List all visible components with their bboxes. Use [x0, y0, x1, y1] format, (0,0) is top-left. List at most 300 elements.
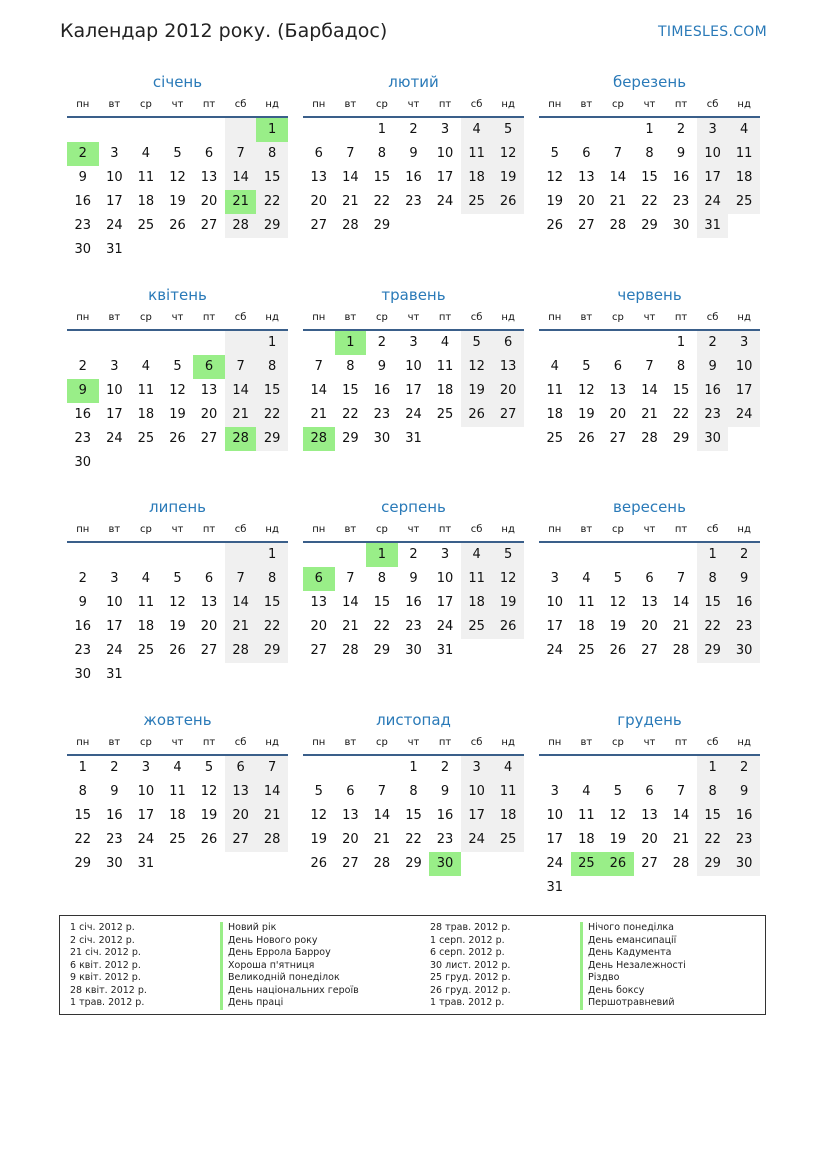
day-cell: 5	[492, 118, 524, 142]
legend-date: 6 квіт. 2012 р.	[70, 959, 141, 971]
day-cell: 6	[645, 571, 654, 586]
day-cell: 10	[436, 146, 454, 161]
day-cell: 9	[440, 783, 450, 799]
day-cell: 23	[436, 831, 454, 847]
day-cell: 9	[78, 170, 87, 185]
legend-holiday-name: Новий рік	[220, 922, 359, 935]
weekday-label: нд	[265, 99, 279, 110]
empty-cell	[335, 756, 367, 780]
day-cell: 13	[310, 170, 328, 185]
day-cell: 14	[373, 807, 391, 823]
day-cell: 16	[728, 804, 760, 828]
day-cell: 10	[728, 355, 760, 379]
day-cell: 11	[169, 783, 186, 799]
weekday-label: вт	[580, 524, 593, 535]
day-cell: 16	[728, 591, 760, 615]
legend-date: 6 серп. 2012 р.	[430, 947, 505, 958]
day-cell: 19	[609, 831, 627, 847]
day-cell: 28	[672, 643, 690, 658]
day-cell: 31	[137, 855, 155, 871]
day-cell: 20	[641, 619, 658, 634]
day-cell: 9	[110, 783, 119, 799]
legend-holiday-name: Великодній понеділок	[220, 972, 359, 985]
day-cell: 25	[436, 406, 454, 422]
weekday-header	[67, 517, 288, 543]
weekday-label: пт	[202, 99, 216, 110]
day-cell: 6	[645, 783, 654, 799]
day-cell: 27	[200, 430, 218, 446]
day-cell: 30	[672, 218, 690, 233]
day-cell: 17	[106, 194, 123, 209]
day-cell: 15	[373, 595, 391, 610]
legend-names-left	[220, 922, 359, 1010]
day-cell: 29	[256, 427, 288, 451]
month-name: серпень	[381, 498, 446, 516]
day-cell: 10	[106, 382, 123, 398]
day-cell: 16	[373, 382, 391, 398]
day-cell: 1	[256, 543, 288, 567]
day-cell: 30	[106, 855, 123, 871]
day-cell: 18	[461, 591, 493, 615]
empty-cell	[303, 118, 335, 142]
day-cell: 14	[225, 379, 257, 403]
empty-cell	[571, 331, 603, 355]
day-cell: 9	[728, 780, 760, 804]
legend-holiday-name: Хороша п'ятниця	[220, 960, 359, 973]
day-cell: 23	[697, 403, 729, 427]
day-cell: 28	[373, 855, 391, 871]
day-cell: 13	[225, 780, 257, 804]
day-cell: 16	[405, 595, 422, 610]
empty-cell	[634, 331, 666, 355]
day-cell: 18	[436, 382, 454, 398]
month-9	[67, 710, 288, 923]
holiday-day-cell: 28	[303, 427, 335, 451]
weekday-label: нд	[265, 311, 279, 323]
day-cell: 13	[342, 807, 359, 823]
day-cell: 2	[377, 334, 387, 350]
day-cell: 9	[697, 355, 729, 379]
month-name: квітень	[148, 285, 207, 304]
weekday-label: чт	[407, 524, 420, 535]
day-cell: 11	[728, 142, 760, 166]
days-grid	[539, 331, 760, 451]
empty-cell	[571, 543, 603, 567]
day-cell: 12	[546, 170, 564, 185]
legend-dates-left	[70, 922, 147, 1010]
day-cell: 13	[609, 382, 627, 398]
day-cell: 16	[405, 170, 422, 185]
holiday-legend	[59, 915, 766, 1015]
day-cell: 14	[672, 595, 690, 610]
day-cell: 25	[492, 828, 524, 852]
weekday-label: пт	[674, 311, 688, 323]
legend-names-right	[580, 922, 686, 1010]
day-cell: 1	[676, 334, 686, 350]
weekday-label: пт	[202, 311, 216, 323]
day-cell: 22	[256, 190, 288, 214]
weekday-label: ср	[139, 524, 152, 535]
day-cell: 13	[578, 170, 595, 185]
weekday-label: сб	[706, 311, 719, 323]
day-cell: 6	[314, 146, 323, 161]
day-cell: 4	[582, 783, 591, 799]
day-cell: 26	[169, 218, 186, 233]
day-cell: 7	[225, 142, 257, 166]
day-cell: 29	[256, 639, 288, 663]
day-cell: 8	[409, 783, 418, 799]
day-cell: 27	[641, 643, 658, 658]
day-cell: 19	[609, 619, 627, 634]
empty-cell	[130, 543, 162, 567]
weekday-label: нд	[265, 524, 279, 535]
day-cell: 27	[342, 855, 359, 871]
day-cell: 8	[78, 783, 87, 799]
day-cell: 19	[546, 194, 564, 209]
day-cell: 19	[169, 194, 186, 209]
day-cell: 25	[578, 643, 595, 658]
day-cell: 24	[546, 643, 564, 658]
holiday-day-cell: 25	[571, 852, 603, 876]
day-cell: 24	[137, 831, 155, 847]
empty-cell	[130, 118, 162, 142]
day-cell: 5	[314, 783, 323, 799]
empty-cell	[539, 331, 571, 355]
day-cell: 8	[697, 567, 729, 591]
weekday-label: нд	[737, 311, 751, 323]
day-cell: 10	[405, 358, 422, 374]
day-cell: 30	[373, 430, 391, 446]
weekday-label: нд	[501, 99, 515, 110]
day-cell: 14	[609, 170, 627, 185]
legend-holiday-name: День національних героїв	[220, 985, 359, 998]
day-cell: 26	[492, 615, 524, 639]
day-cell: 15	[641, 170, 658, 185]
empty-cell	[193, 543, 225, 567]
day-cell: 23	[728, 615, 760, 639]
day-cell: 16	[436, 807, 454, 823]
day-cell: 30	[405, 643, 422, 658]
day-cell: 29	[373, 643, 391, 658]
day-cell: 2	[409, 122, 418, 137]
weekday-label: пн	[76, 736, 90, 748]
month-7	[303, 497, 524, 710]
day-cell: 27	[578, 218, 595, 233]
day-cell: 19	[492, 591, 524, 615]
empty-cell	[162, 118, 194, 142]
site-brand-link[interactable]: TIMESLES.COM	[658, 24, 767, 40]
day-cell: 18	[492, 804, 524, 828]
weekday-header	[303, 305, 524, 331]
empty-cell	[303, 543, 335, 567]
legend-date: 1 трав. 2012 р.	[70, 997, 145, 1008]
day-cell: 25	[169, 831, 186, 847]
legend-holiday-name: День Ерролa Барроу	[220, 947, 359, 960]
day-cell: 5	[173, 146, 182, 161]
weekday-label: пт	[438, 524, 452, 535]
calendar-grid	[67, 72, 760, 922]
day-cell: 11	[461, 567, 493, 591]
empty-cell	[665, 756, 697, 780]
day-cell: 29	[342, 430, 359, 446]
day-cell: 31	[546, 879, 564, 895]
day-cell: 12	[492, 567, 524, 591]
weekday-label: сб	[234, 99, 247, 110]
weekday-label: пн	[76, 311, 90, 323]
day-cell: 10	[546, 595, 564, 610]
legend-date: 26 груд. 2012 р.	[430, 984, 511, 996]
day-cell: 23	[373, 406, 391, 422]
weekday-label: чт	[171, 736, 184, 748]
day-cell: 23	[672, 194, 690, 209]
weekday-label: чт	[643, 311, 656, 323]
day-cell: 30	[728, 852, 760, 876]
day-cell: 5	[173, 571, 182, 586]
day-cell: 14	[256, 780, 288, 804]
day-cell: 3	[461, 756, 493, 780]
day-cell: 2	[78, 571, 87, 586]
day-cell: 16	[106, 807, 123, 823]
day-cell: 20	[200, 194, 218, 209]
weekday-label: сб	[234, 736, 247, 748]
day-cell: 5	[461, 331, 493, 355]
weekday-label: нд	[501, 524, 515, 535]
day-cell: 12	[310, 807, 328, 823]
empty-cell	[539, 543, 571, 567]
days-grid	[303, 756, 524, 876]
day-cell: 26	[310, 855, 328, 871]
day-cell: 17	[436, 595, 454, 610]
day-cell: 13	[200, 595, 218, 610]
day-cell: 4	[582, 571, 591, 586]
day-cell: 27	[200, 218, 218, 233]
day-cell: 29	[256, 214, 288, 238]
day-cell: 22	[641, 194, 658, 209]
holiday-day-cell: 9	[67, 379, 99, 403]
month-name: вересень	[613, 498, 686, 516]
month-4	[303, 285, 524, 498]
weekday-label: ср	[611, 736, 624, 748]
weekday-label: ср	[611, 99, 624, 110]
day-cell: 14	[641, 382, 658, 398]
day-cell: 2	[697, 331, 729, 355]
weekday-label: пт	[674, 524, 688, 535]
weekday-label: сб	[470, 311, 483, 323]
day-cell: 20	[225, 804, 257, 828]
weekday-label: вт	[580, 736, 593, 748]
day-cell: 14	[225, 591, 257, 615]
weekday-label: ср	[375, 524, 388, 535]
day-cell: 25	[137, 643, 155, 658]
month-3	[67, 285, 288, 498]
month-6	[67, 497, 288, 710]
day-cell: 11	[461, 142, 493, 166]
day-cell: 8	[256, 142, 288, 166]
day-cell: 31	[106, 242, 123, 257]
weekday-label: нд	[265, 736, 279, 748]
legend-holiday-name: День Кадумента	[580, 947, 686, 960]
day-cell: 12	[609, 807, 627, 823]
day-cell: 23	[74, 643, 92, 658]
day-cell: 17	[436, 170, 454, 185]
month-name: березень	[612, 73, 687, 91]
day-cell: 12	[169, 595, 186, 610]
day-cell: 21	[310, 406, 328, 422]
empty-cell	[602, 331, 634, 355]
day-cell: 28	[225, 639, 257, 663]
weekday-label: пт	[674, 99, 688, 110]
holiday-day-cell: 21	[225, 190, 257, 214]
day-cell: 15	[373, 170, 391, 185]
empty-cell	[67, 543, 99, 567]
day-cell: 24	[436, 194, 454, 209]
empty-cell	[335, 543, 367, 567]
empty-cell	[162, 543, 194, 567]
day-cell: 2	[110, 759, 119, 775]
day-cell: 29	[373, 218, 391, 233]
day-cell: 30	[74, 454, 92, 470]
day-cell: 25	[546, 430, 564, 446]
day-cell: 15	[405, 807, 422, 823]
day-cell: 31	[697, 214, 729, 238]
day-cell: 16	[74, 619, 92, 634]
day-cell: 19	[310, 831, 328, 847]
day-cell: 21	[342, 194, 359, 209]
day-cell: 4	[550, 358, 559, 374]
weekday-label: вт	[108, 736, 121, 748]
empty-cell	[602, 756, 634, 780]
day-cell: 6	[613, 358, 623, 374]
weekday-label: ср	[375, 736, 388, 748]
day-cell: 20	[609, 406, 627, 422]
weekday-label: пн	[76, 524, 90, 535]
day-cell: 24	[106, 430, 123, 446]
day-cell: 22	[373, 619, 391, 634]
day-cell: 12	[169, 170, 186, 185]
day-cell: 21	[256, 804, 288, 828]
day-cell: 10	[137, 783, 155, 799]
day-cell: 27	[310, 643, 328, 658]
empty-cell	[665, 543, 697, 567]
day-cell: 12	[578, 382, 595, 398]
day-cell: 19	[169, 619, 186, 634]
day-cell: 16	[672, 170, 690, 185]
empty-cell	[225, 118, 257, 142]
weekday-label: вт	[344, 311, 357, 323]
day-cell: 16	[74, 194, 92, 209]
weekday-label: пн	[312, 311, 326, 323]
weekday-label: чт	[407, 311, 420, 323]
weekday-label: сб	[706, 736, 719, 748]
day-cell: 10	[461, 780, 493, 804]
empty-cell	[303, 756, 335, 780]
weekday-label: пн	[548, 311, 562, 323]
legend-date: 1 січ. 2012 р.	[70, 922, 135, 933]
day-cell: 21	[225, 615, 257, 639]
legend-holiday-name: Першотравневий	[580, 997, 686, 1010]
empty-cell	[99, 118, 131, 142]
day-cell: 30	[697, 427, 729, 451]
day-cell: 19	[492, 166, 524, 190]
month-name: листопад	[376, 710, 451, 729]
day-cell: 25	[728, 190, 760, 214]
day-cell: 27	[492, 403, 524, 427]
day-cell: 2	[728, 756, 760, 780]
day-cell: 2	[409, 547, 418, 562]
day-cell: 22	[256, 615, 288, 639]
day-cell: 12	[461, 355, 493, 379]
days-grid	[539, 118, 760, 238]
day-cell: 29	[405, 855, 422, 871]
day-cell: 3	[550, 783, 559, 799]
day-cell: 7	[346, 146, 355, 161]
weekday-label: сб	[706, 99, 719, 110]
weekday-header	[303, 517, 524, 543]
day-cell: 24	[697, 190, 729, 214]
day-cell: 5	[613, 571, 623, 586]
day-cell: 30	[728, 639, 760, 663]
day-cell: 20	[641, 831, 658, 847]
day-cell: 18	[461, 166, 493, 190]
day-cell: 23	[74, 218, 92, 233]
day-cell: 13	[200, 382, 218, 398]
weekday-label: пн	[548, 99, 562, 110]
day-cell: 28	[641, 430, 658, 446]
day-cell: 29	[672, 430, 690, 446]
holiday-day-cell: 28	[225, 427, 257, 451]
empty-cell	[539, 756, 571, 780]
day-cell: 8	[377, 146, 387, 161]
day-cell: 28	[342, 643, 359, 658]
day-cell: 15	[256, 591, 288, 615]
empty-cell	[99, 543, 131, 567]
day-cell: 19	[200, 807, 218, 823]
day-cell: 2	[728, 543, 760, 567]
day-cell: 28	[225, 214, 257, 238]
month-2	[539, 72, 760, 285]
weekday-header	[67, 92, 288, 118]
day-cell: 3	[440, 547, 450, 562]
day-cell: 28	[256, 828, 288, 852]
legend-date: 25 груд. 2012 р.	[430, 972, 511, 983]
empty-cell	[99, 331, 131, 355]
legend-holiday-name: День боксу	[580, 985, 686, 998]
weekday-label: пн	[548, 736, 562, 748]
empty-cell	[366, 756, 398, 780]
day-cell: 8	[256, 567, 288, 591]
legend-holiday-name: Нічого понеділка	[580, 922, 686, 935]
weekday-label: ср	[139, 99, 152, 110]
day-cell: 16	[697, 379, 729, 403]
weekday-label: нд	[737, 99, 751, 110]
empty-cell	[193, 118, 225, 142]
day-cell: 5	[173, 358, 182, 374]
day-cell: 8	[256, 355, 288, 379]
holiday-day-cell: 1	[335, 331, 367, 355]
day-cell: 25	[137, 430, 155, 446]
day-cell: 4	[141, 146, 151, 161]
day-cell: 27	[609, 430, 627, 446]
month-1	[303, 72, 524, 285]
day-cell: 6	[204, 146, 214, 161]
empty-cell	[67, 118, 99, 142]
day-cell: 9	[377, 358, 387, 374]
weekday-label: ср	[139, 736, 152, 748]
day-cell: 27	[310, 218, 328, 233]
weekday-label: нд	[501, 736, 515, 748]
day-cell: 31	[106, 667, 123, 682]
day-cell: 1	[78, 759, 87, 775]
